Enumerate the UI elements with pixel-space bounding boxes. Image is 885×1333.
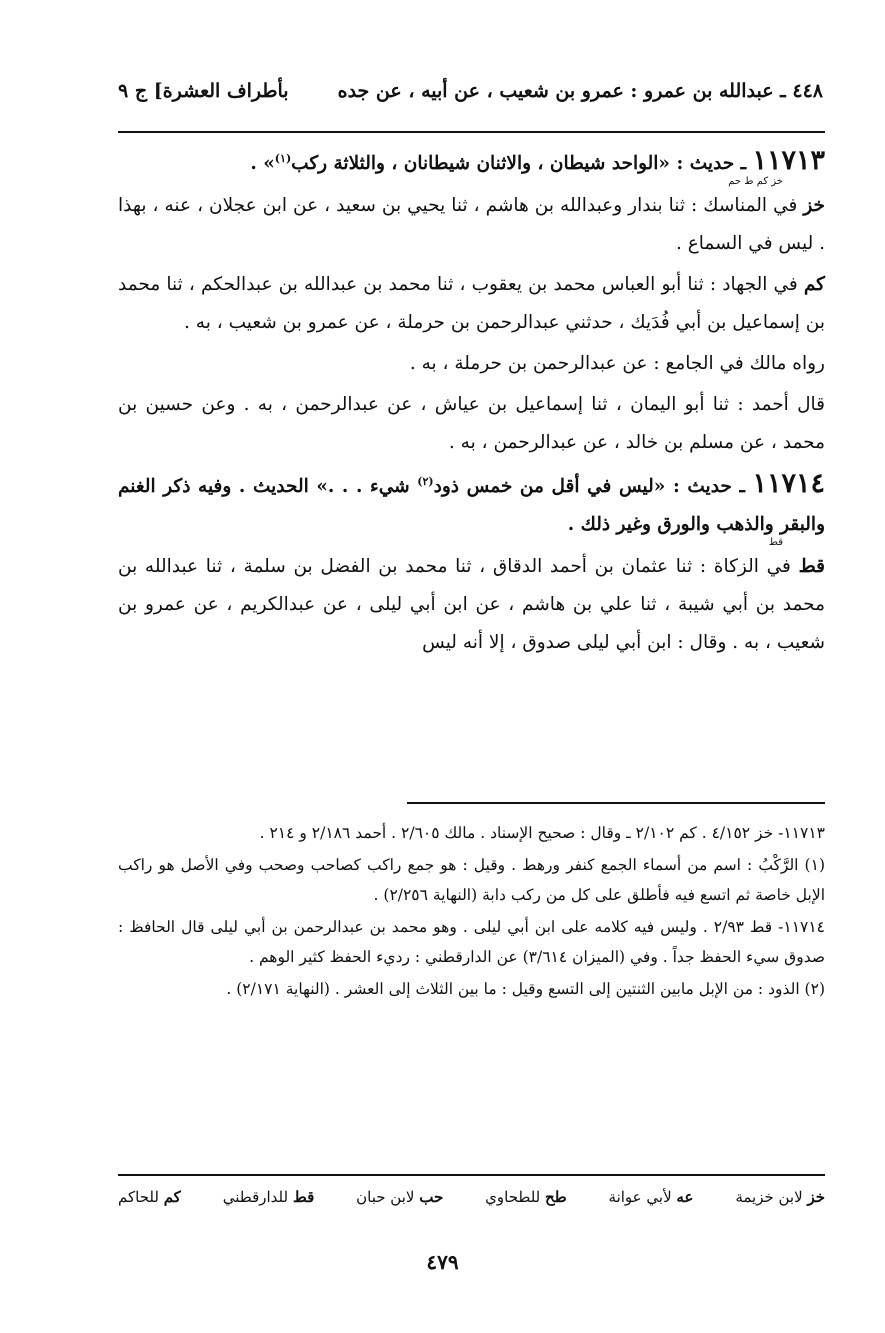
legend-rule <box>118 1174 825 1176</box>
isnad-paragraph <box>118 548 825 662</box>
header-rule <box>118 131 825 133</box>
legend-item: كم للحاكم <box>118 1188 181 1206</box>
main-text <box>118 142 825 662</box>
footnote: (١) الرَّكْبُ : اسم من أسماء الجمع كنفر ورهط . وقيل : هو جمع راكب كصاحب وصحب وفي الأصل هو راكب الإبل خاصة ثم اتسع فيه فأطلق على كل من ركب دابة (النهاية ٢/٢٥٦) . <box>118 856 825 904</box>
footnote-marker: (١) <box>274 151 292 165</box>
legend-item: قط للدارقطني <box>222 1188 315 1206</box>
isnad-text: في الزكاة : ثنا عثمان بن أحمد الدقاق ، ثنا محمد بن الفضل بن سلمة ، ثنا عبدالله بن محمد بن أبي شيبة ، ثنا علي بن هاشم ، عن ابن أبي ليلى ، عن عبدالكريم ، عن عمرو بن شعيب ، به . وقال : ابن أبي ليلى صدوق ، إلا أنه ليس <box>118 556 825 653</box>
isnad-paragraph <box>118 386 825 462</box>
isnad-paragraph <box>118 266 825 342</box>
footnote: ١١٧١٣- خز ٤/١٥٢ . كم ٢/١٠٢ ـ وقال : صحيح الإسناد . مالك ٢/٦٠٥ . أحمد ٢/١٨٦ و ٢١٤ . <box>259 824 825 842</box>
hadith-label: ـ حديث : <box>670 153 753 174</box>
isnad-text: في المناسك : ثنا بندار وعبدالله بن هاشم ، ثنا يحيي بن سعيد ، عن ابن عجلان ، عنه ، بهذا . ليس في السماع . <box>118 195 825 254</box>
isnad-paragraph <box>118 345 825 383</box>
hadith-heading <box>118 465 825 544</box>
footnote-rule <box>407 802 825 804</box>
isnad-paragraph <box>118 187 825 263</box>
hadith-number: ١١٧١٤ <box>752 468 825 499</box>
isnad-text: قال أحمد : ثنا أبو اليمان ، ثنا إسماعيل بن عياش ، عن عبدالرحمن ، به . وعن حسين بن محمد ، عن مسلم بن خالد ، عن عبدالرحمن ، به . <box>118 394 825 453</box>
legend-item: عه لأبي عوانة <box>608 1188 694 1206</box>
legend-item: حب لابن حبان <box>356 1188 444 1206</box>
running-header <box>118 80 823 102</box>
abbreviation-legend <box>118 1188 825 1206</box>
legend-item: خز لابن خزيمة <box>735 1188 825 1206</box>
isnad-text: في الجهاد : ثنا أبو العباس محمد بن يعقوب ، ثنا محمد بن عبدالله بن عبدالحكم ، ثنا محمد بن إسماعيل بن أبي فُدَيك ، حدثني عبدالرحمن بن حرملة ، عن عمرو بن شعيب ، به . <box>118 274 825 333</box>
hadith-close: شيء . . .» الحديث . وفيه ذكر الغنم والبقر والذهب والورق وغير ذلك . <box>118 476 825 535</box>
source-sigla: قط <box>768 537 783 548</box>
source-sigla: خز كم ط حم <box>728 176 783 187</box>
footnote: (٢) الذود : من الإبل مابين الثنتين إلى التسع وقيل : ما بين الثلاث إلى العشر . (النهاية ٢/١٧١) . <box>226 980 825 998</box>
hadith-label: ـ حديث : <box>665 476 753 497</box>
source-abbr: كم <box>803 274 825 295</box>
isnad-text: رواه مالك في الجامع : عن عبدالرحمن بن حرملة ، به . <box>409 353 825 374</box>
hadith-text: «ليس في أقل من خمس ذود <box>433 476 666 497</box>
footnote: ١١٧١٤- قط ٢/٩٣ . وليس فيه كلامه على ابن أبي ليلى . وهو محمد بن عبدالرحمن بن أبي ليلى قال الحافظ : صدوق سيء الحفظ جداً . وفي (الميزان ٣/٦١٤) عن الدارقطني : رديء الحفظ كثير الوهم . <box>118 918 826 966</box>
hadith-close: » . <box>250 153 275 174</box>
header-volume: بأطراف العشرة] ج ٩ <box>118 80 289 102</box>
legend-item: طح للطحاوي <box>485 1188 567 1206</box>
page-number: ٤٧٩ <box>426 1250 459 1274</box>
header-topic: ٤٤٨ ـ عبدالله بن عمرو : عمرو بن شعيب ، عن أبيه ، عن جده <box>337 80 823 102</box>
hadith-text: «الواحد شيطان ، والاثنان شيطانان ، والثلاثة ركب <box>291 153 670 174</box>
footnotes <box>118 818 825 1006</box>
source-abbr: قط <box>798 556 825 577</box>
source-abbr: خز <box>803 195 825 216</box>
footnote-marker: (٢) <box>417 474 434 488</box>
hadith-number: ١١٧١٣ <box>752 145 825 176</box>
